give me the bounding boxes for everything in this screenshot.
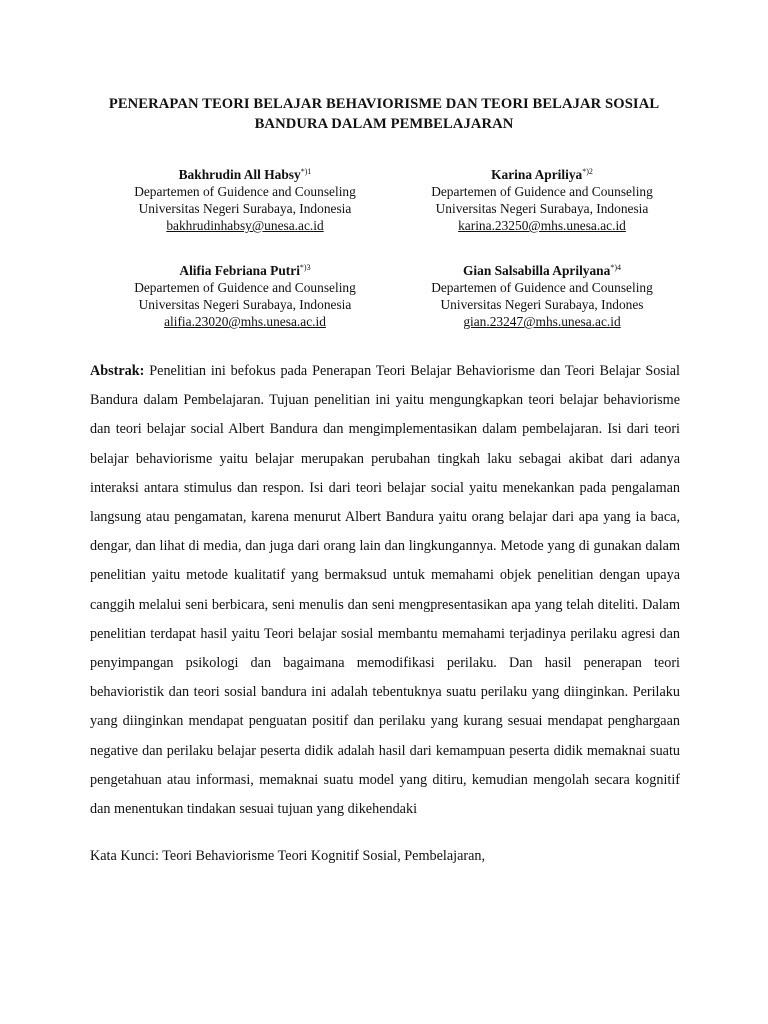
author-mark: *)1: [300, 167, 312, 176]
author-mark: *)3: [299, 263, 311, 272]
author-name: Alifia Febriana Putri$^{*)3}$: [179, 263, 311, 278]
author-email-link[interactable]: karina.23250@mhs.unesa.ac.id: [458, 218, 626, 233]
author-department: Departemen of Guidence and Counseling: [134, 184, 356, 199]
abstract-paragraph: [90, 357, 680, 824]
author-name: Karina Apriliya$^{*)2}$: [491, 167, 593, 182]
author-department: Departemen of Guidence and Counseling: [431, 184, 653, 199]
author-block-2: [392, 166, 692, 234]
author-department: Departemen of Guidence and Counseling: [134, 280, 356, 295]
author-department: Departemen of Guidence and Counseling: [431, 280, 653, 295]
keywords-line: Kata Kunci: Teori Behaviorisme Teori Kognitif Sosial, Pembelajaran,: [90, 848, 486, 864]
author-block-4: [392, 262, 692, 330]
author-email-link[interactable]: bakhrudinhabsy@unesa.ac.id: [166, 218, 324, 233]
author-name: Gian Salsabilla Aprilyana$^{*)4}$: [462, 263, 621, 278]
author-block-1: [100, 166, 390, 234]
paper-title: [60, 94, 708, 134]
author-mark: *)2: [582, 167, 593, 176]
title-line-2: BANDURA DALAM PEMBELAJARAN: [254, 116, 514, 132]
author-block-3: [100, 262, 390, 330]
abstract-text: Penelitian ini befokus pada Penerapan Teori Belajar Behaviorisme dan Teori Belajar Sosial Bandura dalam Pembelajaran. Tujuan penelitian ini yaitu mengungkapkan teori belajar behaviorisme dan teori belajar social Albert Bandura dan mengimplementasikan dalam pembelajaran. Isi dari teori belajar behaviorisme yaitu belajar merupakan perubahan tingkah laku sebagai akibat dari adanya interaksi antara stimulus dan respon. Isi dari teori belajar social yaitu menekankan pada pengalaman langsung atau pengamatan, karena menurut Albert Bandura yaitu orang belajar dari apa yang ia baca, dengar, dan lihat di media, dan juga dari orang lain dan lingkungannya. Metode yang di gunakan dalam penelitian yaitu metode kualitatif yang bermaksud untuk memahami objek penelitian dengan upaya canggih melalui seni berbicara, seni menulis dan seni mengpresentasikan apa yang telah diteliti. Dalam penelitian terdapat hasil yaitu Teori belajar sosial membantu memahami terjadinya perilaku agresi dan penyimpangan psikologi dan bagaimana memodifikasi perilaku. Dan hasil penerapan teori behavioristik dan teori sosial bandura ini adalah tebentuknya suatu perilaku yang diinginkan. Perilaku yang diinginkan mendapat penguatan positif dan perilaku yang kurang sesuai mendapat penghargaan negative dan perilaku belajar peserta didik adalah hasil dari kemampuan peserta didik memaknai suatu pengetahuan atau informasi, memaknai suatu model yang ditiru, kemudian mengolah secara kognitif dan menentukan tindakan sesuai tujuan yang dikehendaki: [90, 363, 681, 818]
author-university: Universitas Negeri Surabaya, Indonesia: [435, 201, 649, 216]
author-university: Universitas Negeri Surabaya, Indonesia: [138, 201, 352, 216]
author-university: Universitas Negeri Surabaya, Indones: [440, 297, 644, 312]
author-university: Universitas Negeri Surabaya, Indonesia: [138, 297, 352, 312]
author-email-link[interactable]: alifia.23020@mhs.unesa.ac.id: [164, 314, 326, 329]
abstract-label: Abstrak:: [90, 363, 145, 379]
title-line-1: PENERAPAN TEORI BELAJAR BEHAVIORISME DAN TEORI BELAJAR SOSIAL: [108, 96, 660, 112]
author-mark: *)4: [610, 263, 621, 272]
author-email-link[interactable]: gian.23247@mhs.unesa.ac.id: [463, 314, 621, 329]
author-name: Bakhrudin All Habsy$^{*)1}$: [178, 167, 312, 182]
